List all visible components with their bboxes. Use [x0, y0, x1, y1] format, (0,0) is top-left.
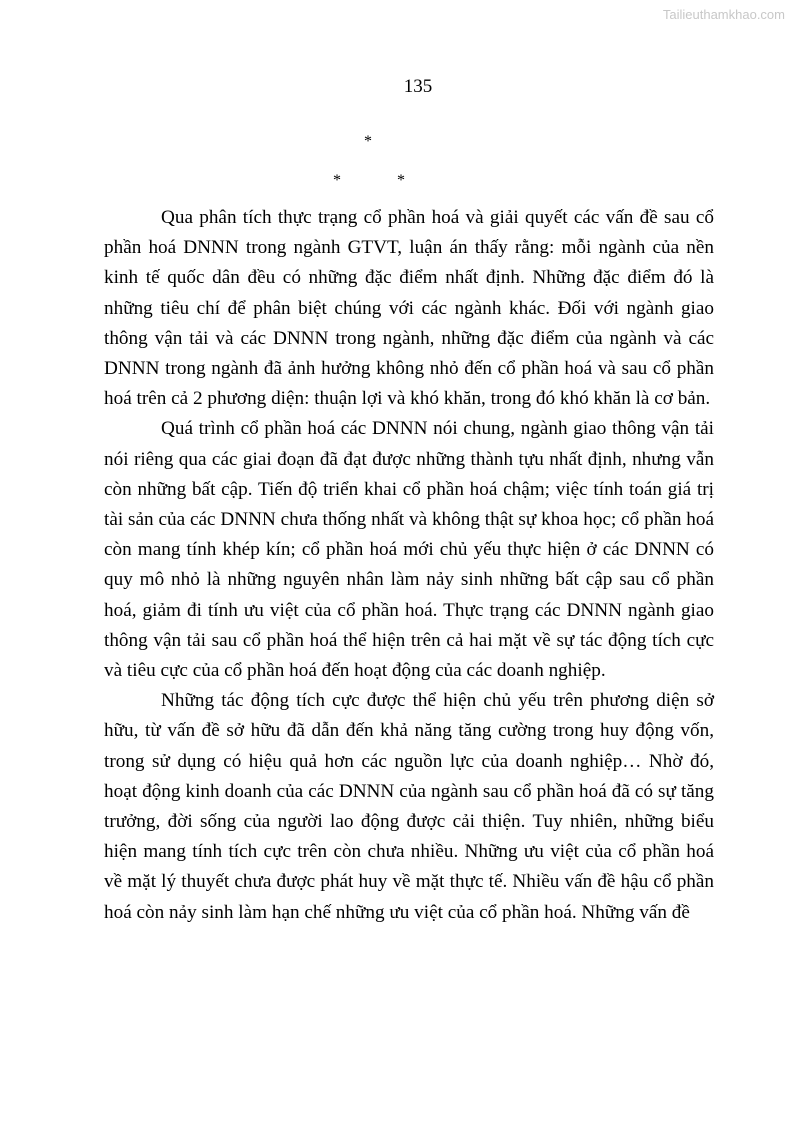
separator-star: * — [397, 172, 405, 189]
watermark: Tailieuthamkhao.com — [662, 7, 785, 22]
separator-star: * — [333, 172, 341, 189]
paragraph: Qua phân tích thực trạng cổ phần hoá và giải quyết các vấn đề sau cổ phần hoá DNNN trong ngành GTVT, luận án thấy rằng: mỗi ngành của nền kinh tế quốc dân đều có những đặc điểm nhất định. Những đặc điểm đó là những tiêu chí để phân biệt chúng với các ngành khác. Đối với ngành giao thông vận tải và các DNNN trong ngành, những đặc điểm của ngành và các DNNN trong ngành đã ảnh hưởng không nhỏ đến cổ phần hoá và sau cổ phần hoá trên cả 2 phương diện: thuận lợi và khó khăn, trong đó khó khăn là cơ bản. — [104, 207, 714, 410]
paragraph: Quá trình cổ phần hoá các DNNN nói chung, ngành giao thông vận tải nói riêng qua các giai đoạn đã đạt được những thành tựu nhất định, nhưng vẫn còn những bất cập. Tiến độ triển khai cổ phần hoá chậm; việc tính toán giá trị tài sản của các DNNN chưa thống nhất và không thật sự khoa học; cổ phần hoá còn mang tính khép kín; cổ phần hoá mới chủ yếu thực hiện ở các DNNN có quy mô nhỏ là những nguyên nhân làm nảy sinh những bất cập sau cổ phần hoá, giảm đi tính ưu việt của cổ phần hoá. Thực trạng các DNNN ngành giao thông vận tải sau cổ phần hoá thể hiện trên cả hai mặt về sự tác động tích cực và tiêu cực của cổ phần hoá đến hoạt động của các doanh nghiệp. — [104, 418, 714, 682]
separator-star: * — [364, 133, 372, 150]
page-number: 135 — [403, 76, 433, 97]
body-text — [104, 203, 714, 928]
paragraph: Những tác động tích cực được thể hiện chủ yếu trên phương diện sở hữu, từ vấn đề sở hữu đã dẫn đến khả năng tăng cường trong huy động vốn, trong sử dụng có hiệu quả hơn các nguồn lực của doanh nghiệp… Nhờ đó, hoạt động kinh doanh của các DNNN của ngành sau cổ phần hoá đã có sự tăng trưởng, đời sống của người lao động được cải thiện. Tuy nhiên, những biểu hiện mang tính tích cực trên còn chưa nhiều. Những ưu việt của cổ phần hoá về mặt lý thuyết chưa được phát huy về mặt thực tế. Nhiều vấn đề hậu cổ phần hoá còn nảy sinh làm hạn chế những ưu việt của cổ phần hoá. Những vấn đề — [104, 690, 714, 923]
